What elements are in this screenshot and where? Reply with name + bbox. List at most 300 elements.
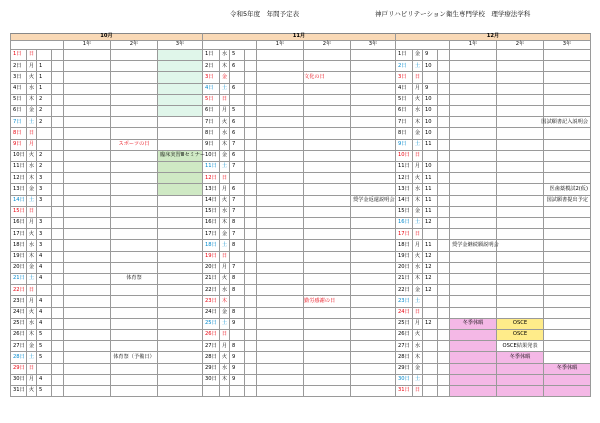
event-cell-grade-2 xyxy=(111,72,158,83)
day-weekday: 金 xyxy=(413,128,423,139)
event-cell-grade-3 xyxy=(158,375,203,386)
day-weekday: 水 xyxy=(220,364,230,375)
event-cell-grade-1 xyxy=(450,128,497,139)
day-count: 3 xyxy=(37,173,52,184)
day-count: 6 xyxy=(230,61,245,72)
event-cell-grade-3 xyxy=(544,95,591,106)
event-cell-grade-2 xyxy=(304,50,351,61)
event-cell-grade-1 xyxy=(257,128,304,139)
day-date: 9日 xyxy=(396,140,413,151)
day-weekday: 水 xyxy=(27,240,37,251)
day-weekday: 土 xyxy=(220,319,230,330)
day-date: 29日 xyxy=(10,364,27,375)
event-cell-grade-2: スポーツの日 xyxy=(111,140,158,151)
day-weekday: 水 xyxy=(220,50,230,61)
day-spacer xyxy=(52,296,64,307)
day-row xyxy=(10,341,591,352)
event-cell-grade-3 xyxy=(351,274,396,285)
event-cell-grade-3 xyxy=(544,151,591,162)
day-date: 28日 xyxy=(10,352,27,363)
event-cell-grade-2 xyxy=(304,252,351,263)
day-date: 28日 xyxy=(203,352,220,363)
day-date: 7日 xyxy=(10,117,27,128)
event-cell-grade-3 xyxy=(351,341,396,352)
day-spacer xyxy=(438,173,450,184)
day-count: 6 xyxy=(230,151,245,162)
day-spacer xyxy=(52,162,64,173)
event-cell-grade-3 xyxy=(351,386,396,397)
event-cell-grade-1 xyxy=(257,196,304,207)
event-cell-grade-2: 冬季休暇 xyxy=(497,352,544,363)
event-cell-grade-2 xyxy=(304,61,351,72)
day-spacer xyxy=(245,240,257,251)
event-cell-grade-2 xyxy=(111,229,158,240)
day-weekday: 火 xyxy=(27,72,37,83)
day-date: 25日 xyxy=(396,319,413,330)
event-cell-grade-3 xyxy=(158,173,203,184)
day-spacer xyxy=(245,50,257,61)
event-cell-grade-3: 医歯薬模試2(仮) xyxy=(544,184,591,195)
day-count: 11 xyxy=(423,184,438,195)
day-count: 6 xyxy=(230,117,245,128)
event-cell-grade-1 xyxy=(64,173,111,184)
event-cell-grade-1 xyxy=(64,61,111,72)
day-count: 4 xyxy=(37,252,52,263)
event-cell-grade-1 xyxy=(257,84,304,95)
event-cell-grade-3 xyxy=(544,50,591,61)
day-weekday: 木 xyxy=(27,95,37,106)
event-cell-grade-3 xyxy=(158,106,203,117)
day-spacer xyxy=(52,128,64,139)
event-cell-grade-1 xyxy=(257,140,304,151)
day-weekday: 月 xyxy=(413,162,423,173)
day-count: 12 xyxy=(423,218,438,229)
day-row xyxy=(10,184,591,195)
day-spacer xyxy=(245,296,257,307)
event-cell-grade-1 xyxy=(64,218,111,229)
day-row xyxy=(10,95,591,106)
day-date: 8日 xyxy=(10,128,27,139)
day-weekday: 火 xyxy=(413,252,423,263)
day-count: 5 xyxy=(37,386,52,397)
event-cell-grade-1 xyxy=(64,151,111,162)
event-cell-grade-3 xyxy=(158,364,203,375)
day-spacer xyxy=(245,364,257,375)
event-cell-grade-3 xyxy=(158,263,203,274)
day-date: 1日 xyxy=(396,50,413,61)
day-spacer xyxy=(438,274,450,285)
event-cell-grade-1 xyxy=(450,72,497,83)
day-row xyxy=(10,319,591,330)
day-date: 6日 xyxy=(396,106,413,117)
event-cell-grade-2 xyxy=(111,285,158,296)
event-cell-grade-1 xyxy=(450,341,497,352)
event-cell-grade-1 xyxy=(257,173,304,184)
day-spacer xyxy=(52,319,64,330)
event-cell-grade-2 xyxy=(497,61,544,72)
day-row xyxy=(10,196,591,207)
day-date: 5日 xyxy=(396,95,413,106)
event-cell-grade-1 xyxy=(450,117,497,128)
day-weekday: 金 xyxy=(220,229,230,240)
event-cell-grade-1 xyxy=(257,274,304,285)
day-spacer xyxy=(438,218,450,229)
event-cell-grade-1 xyxy=(64,386,111,397)
event-cell-grade-3 xyxy=(158,184,203,195)
day-count: 10 xyxy=(423,117,438,128)
day-date: 17日 xyxy=(396,229,413,240)
day-spacer xyxy=(52,50,64,61)
event-cell-grade-1 xyxy=(450,375,497,386)
day-spacer xyxy=(438,106,450,117)
day-count: 7 xyxy=(230,162,245,173)
event-cell-grade-1 xyxy=(64,95,111,106)
day-date: 20日 xyxy=(396,263,413,274)
day-weekday: 金 xyxy=(413,50,423,61)
day-row xyxy=(10,173,591,184)
day-count: 7 xyxy=(230,207,245,218)
day-weekday: 金 xyxy=(220,308,230,319)
day-spacer xyxy=(52,330,64,341)
day-spacer xyxy=(52,364,64,375)
day-spacer xyxy=(245,106,257,117)
day-count xyxy=(37,140,52,151)
event-cell-grade-2 xyxy=(111,106,158,117)
day-spacer xyxy=(438,330,450,341)
day-weekday: 月 xyxy=(27,296,37,307)
event-cell-grade-3 xyxy=(158,352,203,363)
day-spacer xyxy=(245,341,257,352)
day-count: 2 xyxy=(37,95,52,106)
day-count: 12 xyxy=(423,274,438,285)
grade-header-3: 3年 xyxy=(351,41,396,50)
event-cell-grade-3 xyxy=(351,95,396,106)
day-date: 17日 xyxy=(10,229,27,240)
day-count: 5 xyxy=(230,50,245,61)
day-date: 14日 xyxy=(10,196,27,207)
day-date: 14日 xyxy=(203,196,220,207)
day-spacer xyxy=(52,207,64,218)
event-cell-grade-1 xyxy=(450,106,497,117)
day-count: 5 xyxy=(37,352,52,363)
day-spacer xyxy=(52,252,64,263)
day-weekday: 木 xyxy=(413,274,423,285)
day-count: 8 xyxy=(230,285,245,296)
event-cell-grade-2 xyxy=(304,196,351,207)
day-weekday: 木 xyxy=(220,218,230,229)
event-cell-grade-3 xyxy=(351,61,396,72)
event-cell-grade-3 xyxy=(544,72,591,83)
event-cell-grade-2: 体育祭（予備日） xyxy=(111,352,158,363)
day-date: 20日 xyxy=(203,263,220,274)
day-weekday: 土 xyxy=(413,296,423,307)
day-weekday: 金 xyxy=(27,341,37,352)
day-date: 12日 xyxy=(203,173,220,184)
event-cell-grade-1 xyxy=(257,117,304,128)
grade-header-blank xyxy=(396,41,450,50)
day-count: 1 xyxy=(37,84,52,95)
day-spacer xyxy=(52,61,64,72)
day-spacer xyxy=(245,184,257,195)
day-date xyxy=(203,386,220,397)
event-cell-grade-1 xyxy=(450,229,497,240)
day-count: 2 xyxy=(37,106,52,117)
day-count: 11 xyxy=(423,207,438,218)
day-row xyxy=(10,285,591,296)
day-date: 29日 xyxy=(203,364,220,375)
day-count: 9 xyxy=(423,84,438,95)
event-cell-grade-3 xyxy=(158,218,203,229)
day-row xyxy=(10,140,591,151)
event-cell-grade-2 xyxy=(111,151,158,162)
day-row xyxy=(10,352,591,363)
day-date: 6日 xyxy=(10,106,27,117)
day-weekday: 水 xyxy=(220,128,230,139)
day-weekday: 木 xyxy=(220,296,230,307)
day-date: 5日 xyxy=(10,95,27,106)
day-count xyxy=(423,151,438,162)
day-count: 8 xyxy=(230,240,245,251)
day-date: 27日 xyxy=(203,341,220,352)
month-header: 11月 xyxy=(203,33,396,41)
event-cell-grade-3 xyxy=(158,84,203,95)
day-count: 11 xyxy=(423,196,438,207)
day-weekday: 金 xyxy=(413,207,423,218)
day-date: 18日 xyxy=(396,240,413,251)
day-spacer xyxy=(52,341,64,352)
event-cell-grade-3 xyxy=(351,140,396,151)
day-weekday: 水 xyxy=(413,106,423,117)
event-cell-grade-2 xyxy=(304,162,351,173)
day-count: 10 xyxy=(423,95,438,106)
event-cell-grade-3 xyxy=(544,173,591,184)
event-cell-grade-2 xyxy=(497,285,544,296)
grade-header-3: 3年 xyxy=(544,41,591,50)
grade-header-row xyxy=(10,41,591,50)
day-row xyxy=(10,72,591,83)
day-date: 23日 xyxy=(396,296,413,307)
day-weekday: 日 xyxy=(413,386,423,397)
day-date: 7日 xyxy=(203,117,220,128)
event-cell-grade-3 xyxy=(158,229,203,240)
event-cell-grade-2 xyxy=(111,162,158,173)
day-spacer xyxy=(52,140,64,151)
day-date: 24日 xyxy=(10,308,27,319)
day-spacer xyxy=(438,319,450,330)
day-date: 12日 xyxy=(396,173,413,184)
page-title: 令和5年度 年間予定表 xyxy=(230,10,300,18)
day-count xyxy=(37,128,52,139)
day-date: 18日 xyxy=(203,240,220,251)
grade-header-2: 2年 xyxy=(304,41,351,50)
day-weekday: 日 xyxy=(27,207,37,218)
event-cell-grade-3 xyxy=(351,151,396,162)
day-count xyxy=(230,173,245,184)
day-weekday: 日 xyxy=(220,330,230,341)
day-count xyxy=(37,285,52,296)
day-count xyxy=(230,386,245,397)
event-cell-grade-2 xyxy=(497,72,544,83)
event-cell-grade-3 xyxy=(351,252,396,263)
day-weekday xyxy=(220,386,230,397)
day-weekday: 月 xyxy=(27,218,37,229)
day-count: 6 xyxy=(230,128,245,139)
day-spacer xyxy=(52,240,64,251)
event-cell-grade-3 xyxy=(544,274,591,285)
event-cell-grade-1 xyxy=(64,285,111,296)
day-count: 5 xyxy=(37,330,52,341)
event-cell-grade-3 xyxy=(158,61,203,72)
day-date: 21日 xyxy=(203,274,220,285)
event-cell-grade-3 xyxy=(158,308,203,319)
day-spacer xyxy=(438,61,450,72)
event-cell-grade-2 xyxy=(304,84,351,95)
day-spacer xyxy=(438,308,450,319)
event-cell-grade-1 xyxy=(64,375,111,386)
event-cell-grade-1 xyxy=(64,128,111,139)
day-count xyxy=(230,296,245,307)
day-date: 30日 xyxy=(203,375,220,386)
event-cell-grade-2 xyxy=(111,240,158,251)
event-cell-grade-2 xyxy=(111,207,158,218)
day-count: 6 xyxy=(230,184,245,195)
event-cell-grade-3 xyxy=(351,296,396,307)
event-cell-grade-2 xyxy=(497,50,544,61)
event-cell-grade-3: 臨床実習Ⅲセミナー xyxy=(158,151,203,162)
grade-header-blank xyxy=(10,41,64,50)
day-count: 9 xyxy=(423,50,438,61)
event-cell-grade-3 xyxy=(351,106,396,117)
event-cell-grade-2 xyxy=(304,341,351,352)
event-cell-grade-1 xyxy=(257,162,304,173)
day-date: 27日 xyxy=(10,341,27,352)
day-spacer xyxy=(245,319,257,330)
day-spacer xyxy=(245,151,257,162)
day-count: 2 xyxy=(37,162,52,173)
day-spacer xyxy=(245,173,257,184)
event-cell-grade-1 xyxy=(64,240,111,251)
grade-header-3: 3年 xyxy=(158,41,203,50)
day-count xyxy=(423,330,438,341)
event-cell-grade-1 xyxy=(450,252,497,263)
event-cell-grade-1 xyxy=(257,386,304,397)
day-spacer xyxy=(438,375,450,386)
event-cell-grade-1 xyxy=(257,308,304,319)
day-date: 5日 xyxy=(203,95,220,106)
event-cell-grade-3: 国試願書記入説明会 xyxy=(544,117,591,128)
event-cell-grade-3 xyxy=(351,50,396,61)
day-spacer xyxy=(438,252,450,263)
day-date: 16日 xyxy=(396,218,413,229)
day-count xyxy=(230,95,245,106)
event-cell-grade-1 xyxy=(64,364,111,375)
day-date: 23日 xyxy=(203,296,220,307)
event-cell-grade-3 xyxy=(351,285,396,296)
day-weekday: 日 xyxy=(27,128,37,139)
day-spacer xyxy=(245,72,257,83)
day-date: 3日 xyxy=(203,72,220,83)
event-cell-grade-3 xyxy=(351,218,396,229)
day-count: 9 xyxy=(230,375,245,386)
event-cell-grade-1 xyxy=(64,140,111,151)
event-cell-grade-2 xyxy=(111,319,158,330)
event-cell-grade-1 xyxy=(64,352,111,363)
day-weekday: 水 xyxy=(413,263,423,274)
event-cell-grade-2 xyxy=(497,84,544,95)
event-cell-grade-2 xyxy=(304,386,351,397)
day-count: 3 xyxy=(37,240,52,251)
day-weekday: 水 xyxy=(413,341,423,352)
day-weekday: 金 xyxy=(413,285,423,296)
event-cell-grade-1 xyxy=(450,274,497,285)
day-count: 11 xyxy=(423,173,438,184)
grade-header-1: 1年 xyxy=(257,41,304,50)
day-row xyxy=(10,240,591,251)
day-count: 4 xyxy=(37,319,52,330)
day-weekday: 火 xyxy=(27,151,37,162)
event-cell-grade-2 xyxy=(111,173,158,184)
day-date: 16日 xyxy=(203,218,220,229)
day-row xyxy=(10,330,591,341)
day-spacer xyxy=(52,274,64,285)
event-cell-grade-2 xyxy=(304,207,351,218)
day-spacer xyxy=(245,61,257,72)
day-weekday: 火 xyxy=(413,95,423,106)
day-weekday: 土 xyxy=(413,140,423,151)
day-spacer xyxy=(438,364,450,375)
event-cell-grade-2 xyxy=(497,95,544,106)
event-cell-grade-2 xyxy=(497,229,544,240)
day-spacer xyxy=(245,84,257,95)
event-cell-grade-2 xyxy=(111,375,158,386)
event-cell-grade-1 xyxy=(257,319,304,330)
day-count: 1 xyxy=(37,72,52,83)
event-cell-grade-1 xyxy=(257,151,304,162)
day-date: 21日 xyxy=(10,274,27,285)
day-spacer xyxy=(52,95,64,106)
day-spacer xyxy=(245,375,257,386)
day-weekday: 火 xyxy=(220,352,230,363)
event-cell-grade-3 xyxy=(544,296,591,307)
day-count: 1 xyxy=(37,61,52,72)
event-cell-grade-1 xyxy=(257,72,304,83)
event-cell-grade-2 xyxy=(304,330,351,341)
day-weekday: 水 xyxy=(27,319,37,330)
day-weekday: 水 xyxy=(27,84,37,95)
event-cell-grade-2 xyxy=(304,140,351,151)
day-weekday: 日 xyxy=(27,364,37,375)
day-row xyxy=(10,117,591,128)
day-date: 9日 xyxy=(10,140,27,151)
event-cell-grade-1 xyxy=(64,330,111,341)
day-row xyxy=(10,218,591,229)
day-weekday: 火 xyxy=(27,308,37,319)
day-weekday: 土 xyxy=(413,375,423,386)
day-weekday: 日 xyxy=(413,151,423,162)
day-date: 10日 xyxy=(203,151,220,162)
day-date: 31日 xyxy=(10,386,27,397)
event-cell-grade-3 xyxy=(158,252,203,263)
event-cell-grade-3 xyxy=(158,196,203,207)
day-weekday: 木 xyxy=(220,375,230,386)
day-date: 30日 xyxy=(10,375,27,386)
day-spacer xyxy=(245,162,257,173)
event-cell-grade-2 xyxy=(111,128,158,139)
day-weekday: 月 xyxy=(413,240,423,251)
event-cell-grade-3 xyxy=(158,296,203,307)
day-weekday: 土 xyxy=(27,196,37,207)
event-cell-grade-1 xyxy=(257,352,304,363)
